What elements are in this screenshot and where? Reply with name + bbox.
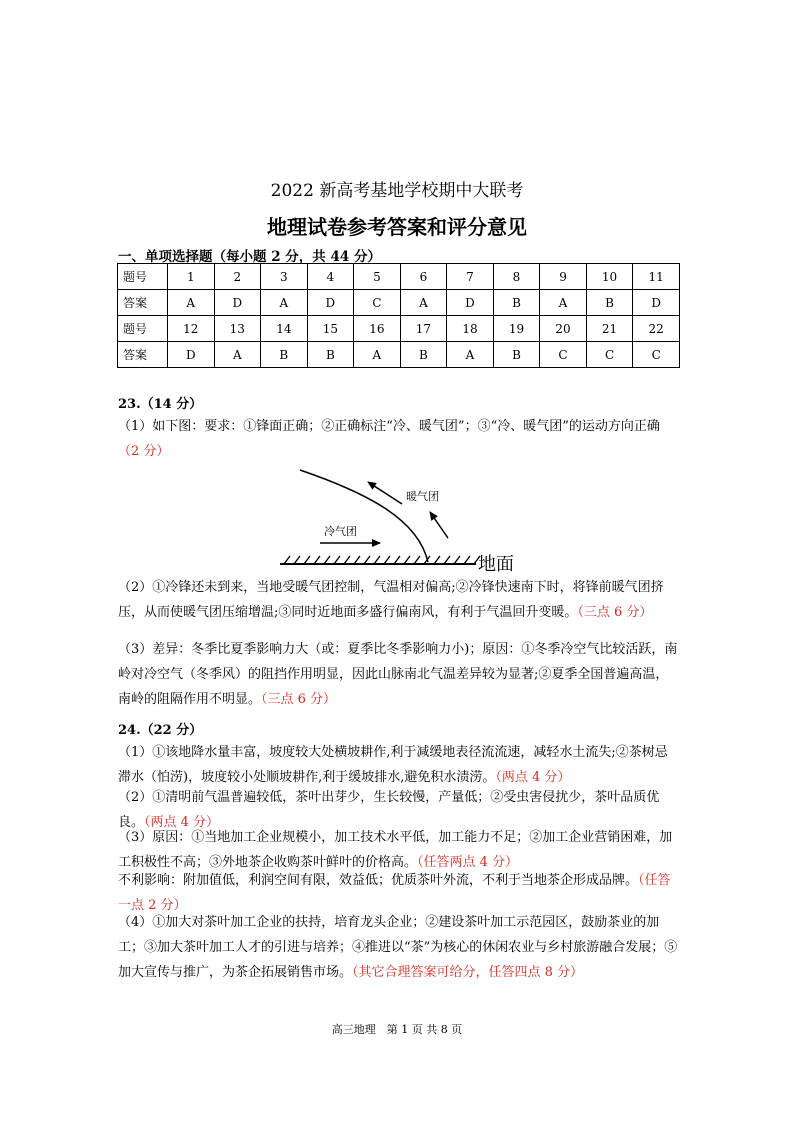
answer-cell: D <box>168 342 215 368</box>
answer-cell: B <box>493 290 540 316</box>
question-number-cell: 18 <box>447 316 494 342</box>
question-number-cell: 22 <box>633 316 680 342</box>
answer-cell: D <box>447 290 494 316</box>
answer-cell: A <box>261 290 308 316</box>
q23-part2 <box>118 575 680 625</box>
answer-cell: D <box>307 290 354 316</box>
q24-head: 24.（22 分） <box>118 723 203 738</box>
question-number-cell: 13 <box>214 316 261 342</box>
q24-p3b-score: （任答一点 2 分） <box>118 873 671 913</box>
answer-cell: A <box>354 342 401 368</box>
q23-p2-text: （2）①冷锋还未到来，当地受暖气团控制，气温相对偏高;②冷锋快速南下时，将锋前暖气团挤压，从而使暖气团压缩增温;③同时近地面多盛行偏南风，有利于气温回升变暖。 <box>118 580 664 620</box>
answer-cell: B <box>586 290 633 316</box>
answer-cell: C <box>354 290 401 316</box>
section-heading: 一、单项选择题（每小题 2 分，共 44 分） <box>118 249 381 265</box>
table-row-header: 答案 <box>118 290 168 316</box>
q23-p1-score: （2 分） <box>118 444 170 459</box>
answer-cell: D <box>214 290 261 316</box>
question-number-cell: 11 <box>633 264 680 290</box>
table-row <box>118 264 680 290</box>
answer-table <box>117 263 680 368</box>
question-number-cell: 15 <box>307 316 354 342</box>
answer-cell: D <box>633 290 680 316</box>
question-number-cell: 6 <box>400 264 447 290</box>
table-row <box>118 342 680 368</box>
answer-cell: B <box>261 342 308 368</box>
q23-p3-text: （3）差异：冬季比夏季影响力大（或：夏季比冬季影响力小)；原因：①冬季冷空气比较活跃，南岭对冷空气（冬季风）的阻挡作用明显，因此山脉南北气温差异较为显著;②夏季全国普遍高温，南岭的阻隔作用不明显。 <box>118 642 678 707</box>
table-row-header: 题号 <box>118 316 168 342</box>
table-row <box>118 316 680 342</box>
answer-cell: A <box>400 290 447 316</box>
q24-part4 <box>118 910 680 985</box>
table-row <box>118 290 680 316</box>
answer-cell: B <box>307 342 354 368</box>
question-number-cell: 9 <box>540 264 587 290</box>
question-number-cell: 16 <box>354 316 401 342</box>
ground-label: 地面 <box>478 554 514 574</box>
question-number-cell: 20 <box>540 316 587 342</box>
q24-p4-score: （其它合理答案可给分，任答四点 8 分） <box>352 965 584 980</box>
exam-title: 2022 新高考基地学校期中大联考 <box>270 181 524 201</box>
answer-cell: A <box>447 342 494 368</box>
question-number-cell: 4 <box>307 264 354 290</box>
exam-subtitle: 地理试卷参考答案和评分意见 <box>267 215 527 239</box>
q23-part1 <box>118 414 680 464</box>
page-footer: 高三地理 第 1 页 共 8 页 <box>331 1023 463 1036</box>
q24-p3-score: （任答两点 4 分） <box>417 855 519 870</box>
q24-part1 <box>118 740 680 790</box>
front-surface-line <box>300 470 428 562</box>
q24-p3-text: （3）原因：①当地加工企业规模小，加工技术水平低，加工能力不足；②加工企业营销困难，加工积极性不高；③外地茶企收购茶叶鲜叶的价格高。 <box>118 830 673 870</box>
q24-p2-score: （两点 4 分） <box>144 815 220 830</box>
ground-hatching <box>284 556 480 564</box>
question-number-cell: 19 <box>493 316 540 342</box>
question-number-cell: 10 <box>586 264 633 290</box>
answer-cell: C <box>586 342 633 368</box>
answer-cell: A <box>214 342 261 368</box>
warm-air-arrow-lower <box>430 512 448 538</box>
question-number-cell: 3 <box>261 264 308 290</box>
answer-cell: A <box>168 290 215 316</box>
answer-cell: B <box>493 342 540 368</box>
table-row-header: 题号 <box>118 264 168 290</box>
answer-cell: C <box>540 342 587 368</box>
cold-air-label: 冷气团 <box>324 525 357 538</box>
question-number-cell: 2 <box>214 264 261 290</box>
question-number-cell: 12 <box>168 316 215 342</box>
question-number-cell: 21 <box>586 316 633 342</box>
question-number-cell: 14 <box>261 316 308 342</box>
question-number-cell: 17 <box>400 316 447 342</box>
question-number-cell: 5 <box>354 264 401 290</box>
q24-p3b-text: 不利影响：附加值低，利润空间有限，效益低；优质茶叶外流，不利于当地茶企形成品牌。 <box>118 873 639 888</box>
answer-cell: A <box>540 290 587 316</box>
question-number-cell: 7 <box>447 264 494 290</box>
q23-p3-score: （三点 6 分） <box>261 692 337 707</box>
q23-p2-score: （三点 6 分） <box>577 605 653 620</box>
q24-p1-score: （两点 4 分） <box>495 770 571 785</box>
cold-front-diagram <box>270 462 530 574</box>
question-number-cell: 8 <box>493 264 540 290</box>
q23-part3 <box>118 637 680 712</box>
q24-p2-text: （2）①清明前气温普遍较低，茶叶出芽少，生长较慢，产量低；②受虫害侵扰少，茶叶品质优良。 <box>118 790 660 830</box>
warm-air-label: 暖气团 <box>406 490 439 503</box>
q24-p1-text: （1）①该地降水量丰富，坡度较大处横坡耕作,利于减缓地表径流流速，减轻水土流失;②茶树忌滞水（怕涝)，坡度较小处顺坡耕作,利于缓坡排水,避免积水渍涝。 <box>118 745 668 785</box>
q24-p4-text: （4）①加大对茶叶加工企业的扶持，培育龙头企业；②建设茶叶加工示范园区，鼓励茶业的加工；③加大茶叶加工人才的引进与培养；④推进以“茶”为核心的休闲农业与乡村旅游融合发展；⑤加大宣传与推广，为茶企拓展销售市场。 <box>118 915 678 980</box>
q23-head: 23.（14 分） <box>118 397 203 412</box>
answer-cell: C <box>633 342 680 368</box>
answer-cell: B <box>400 342 447 368</box>
q23-p1-text: （1）如下图：要求：①锋面正确；②正确标注“冷、暖气团”；③“冷、暖气团”的运动方向正确 <box>118 419 660 434</box>
question-number-cell: 1 <box>168 264 215 290</box>
table-row-header: 答案 <box>118 342 168 368</box>
